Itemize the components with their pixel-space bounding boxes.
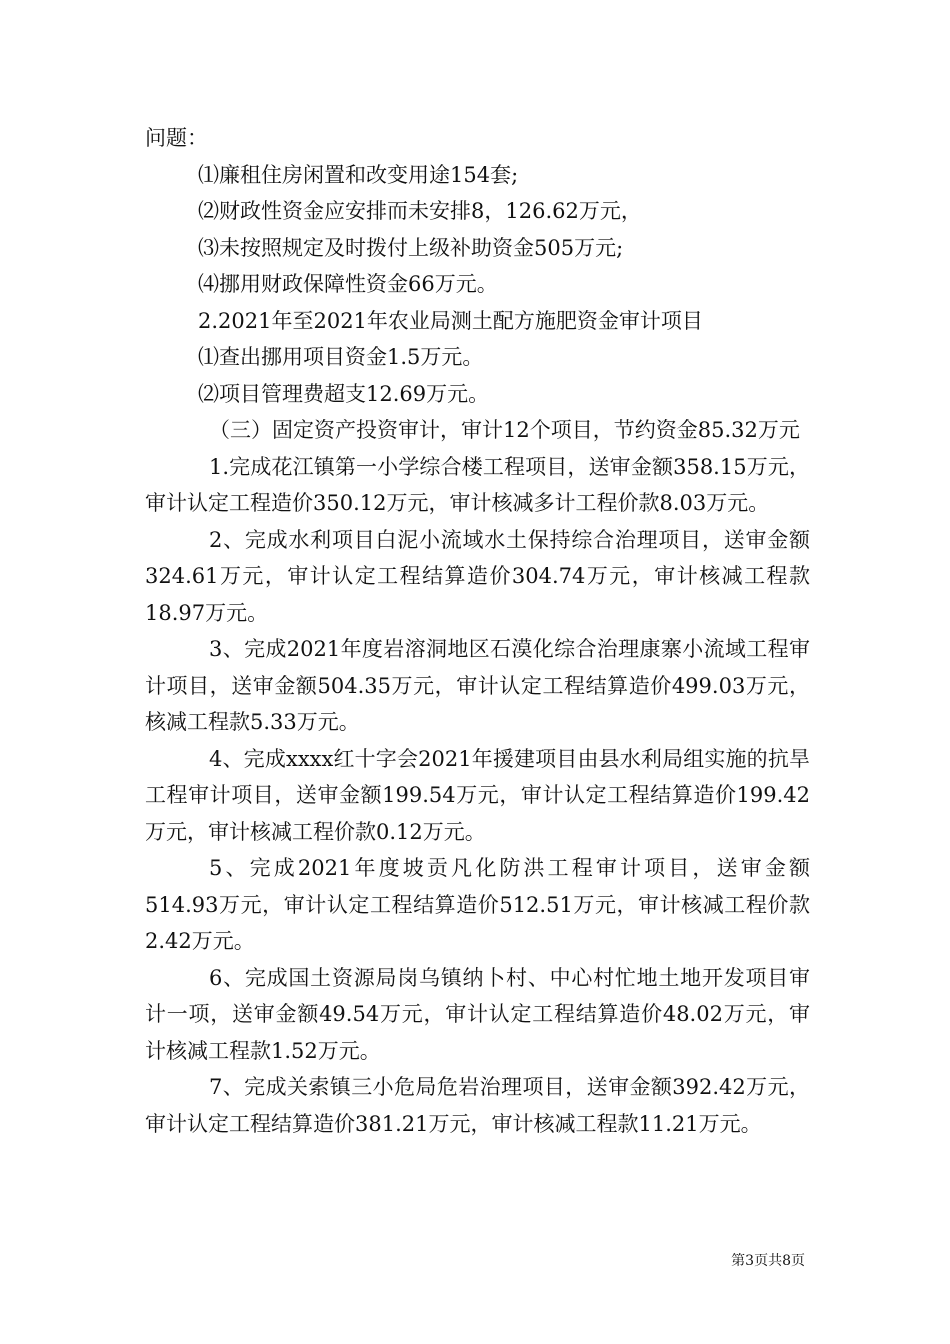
paragraph-fixed-asset-5: 5、完成2021年度坡贡凡化防洪工程审计项目，送审金额514.93万元，审计认定工程结算造价512.51万元，审计核减工程价款2.42万元。 [145, 856, 810, 953]
paragraph-fixed-asset-1: 1.完成花江镇第一小学综合楼工程项目，送审金额358.15万元，审计认定工程造价350.12万元，审计核减多计工程价款8.03万元。 [145, 454, 810, 515]
paragraph-item-3: ⑶未按照规定及时拨付上级补助资金505万元; [198, 235, 624, 260]
paragraph-project-2: 2.2021年至2021年农业局测土配方施肥资金审计项目 [198, 308, 703, 333]
page-number-footer: 第3页共8页 [731, 1253, 805, 1269]
paragraph-fixed-asset-4: 4、完成xxxx红十字会2021年援建项目由县水利局组实施的抗旱工程审计项目，送审金额199.54万元，审计认定工程结算造价199.42万元，审计核减工程价款0.12万元。 [145, 746, 810, 844]
paragraph-project-2-item-1: ⑴查出挪用项目资金1.5万元。 [198, 345, 484, 369]
paragraph-fixed-asset-6: 6、完成国土资源局岗乌镇纳卜村、中心村忙地土地开发项目审计一项，送审金额49.54万元，审计认定工程结算造价48.02万元，审计核减工程款1.52万元。 [145, 965, 810, 1063]
paragraph-fixed-asset-7: 7、完成关索镇三小危局危岩治理项目，送审金额392.42万元，审计认定工程结算造价381.21万元，审计核减工程款11.21万元。 [145, 1075, 810, 1136]
paragraph-fixed-asset-2: 2、完成水利项目白泥小流域水土保持综合治理项目，送审金额324.61万元，审计认定工程结算造价304.74万元，审计核减工程款18.97万元。 [145, 527, 810, 625]
paragraph-issues-heading: 问题： [145, 126, 208, 150]
paragraph-item-2: ⑵财政性资金应安排而未安排8，126.62万元， [198, 199, 642, 223]
paragraph-project-2-item-2: ⑵项目管理费超支12.69万元。 [198, 381, 490, 406]
document-body [145, 120, 810, 1142]
paragraph-item-4: ⑷挪用财政保障性资金66万元。 [198, 272, 498, 296]
paragraph-item-1: ⑴廉租住房闲置和改变用途154套; [198, 162, 519, 187]
section-heading-fixed-assets: （三）固定资产投资审计，审计12个项目，节约资金85.32万元 [209, 418, 800, 442]
paragraph-fixed-asset-3: 3、完成2021年度岩溶洞地区石漠化综合治理康寨小流域工程审计项目，送审金额504.35万元，审计认定工程结算造价499.03万元，核减工程款5.33万元。 [145, 637, 810, 734]
